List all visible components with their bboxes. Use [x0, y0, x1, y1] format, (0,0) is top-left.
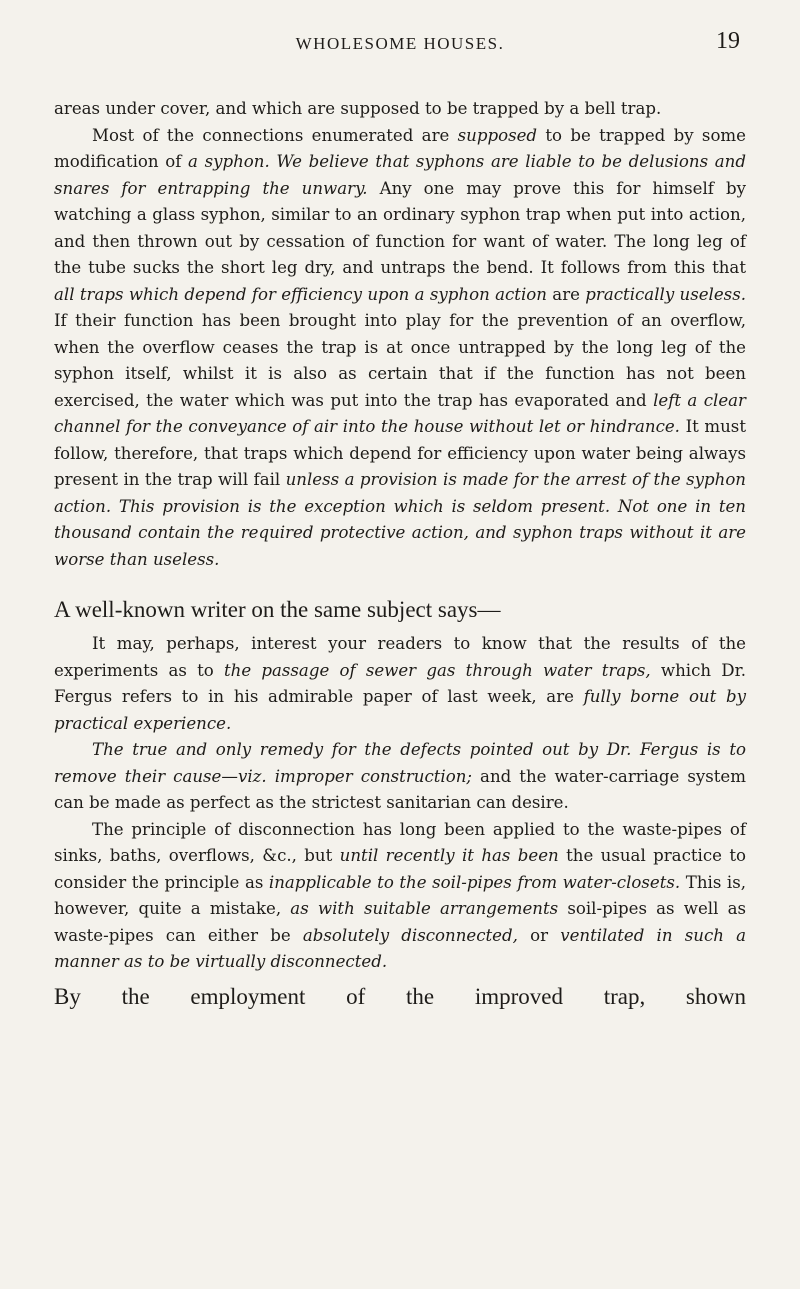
text-run: the usual practice to consider the principle as [54, 846, 746, 892]
italic-run: unless a provision is made for the arrest of the syphon action. This provision is the exception which is seldom present. Not one in ten thousand contain the required protective action, and syphon traps without it are worse than useless. [54, 470, 746, 569]
paragraph-1 [54, 96, 746, 123]
running-head: WHOLESOME HOUSES. [295, 34, 505, 53]
subheading: A well-known writer on the same subject says— [54, 597, 501, 622]
text-run: It must follow, therefore, that traps which depend for efficiency upon water being always present in the trap will fail [54, 417, 746, 489]
italic-run: The true and only remedy for the defects pointed out by Dr. Fergus is to remove their cause—viz. improper construction; [54, 740, 746, 786]
text-run: or [517, 925, 561, 945]
final-line: By the employment of the improved trap, shown [54, 983, 746, 1009]
text-run: areas under cover, and which are supposed to be trapped by a bell trap. [54, 99, 662, 118]
italic-run: supposed [457, 125, 538, 145]
text-run: It may, perhaps, interest your readers to know that the results of the experiments as to [54, 634, 746, 680]
italic-run: the passage of sewer gas through water traps, [224, 660, 651, 680]
text-run: If their function has been brought into play for the prevention of an overflow, when the overflow ceases the trap is at once untrapped by the long leg of the syphon itself, whilst it is also as certain that if the function has not been exercised, the water which was put into the trap has evaporated and [54, 311, 746, 410]
text-run: which Dr. Fergus refers to in his admirable paper of last week, are [54, 660, 746, 706]
italic-run: absolutely disconnected, [302, 925, 518, 945]
text-run: The principle of disconnection has long been applied to the waste-pipes of sinks, baths, overflows, &c., but [54, 819, 746, 865]
italic-run: left a clear channel for the conveyance of air into the house without let or hindrance. [54, 390, 746, 436]
text-run: This is, however, quite a mistake, [54, 872, 747, 918]
quote-paragraph-1 [54, 631, 746, 737]
italic-run: a syphon. We believe that syphons are liable to be delusions and snares for entrapping the unwary. [54, 152, 746, 198]
text-run: are [546, 284, 586, 304]
italic-run: fully borne out by practical experience. [54, 687, 746, 733]
page-number: 19 [716, 28, 740, 54]
text-run: Any one may prove this for himself by watching a glass syphon, similar to an ordinary syphon trap when put into action, and then thrown out by cessation of function for want of water. The long leg of the tube sucks the short leg dry, and untraps the bend. It follows from this that [54, 178, 746, 277]
italic-run: ventilated in such a manner as to be virtually disconnected. [54, 925, 747, 971]
text-run: Most of the connections enumerated are [92, 125, 458, 145]
italic-run: inapplicable to the soil-pipes from water-closets. [268, 872, 681, 892]
italic-run: all traps which depend for efficiency upon a syphon action [54, 284, 547, 304]
quote-paragraph-3 [54, 817, 746, 976]
page-header [60, 28, 740, 64]
italic-run: practically useless. [585, 284, 746, 304]
page-body [54, 96, 746, 1012]
text-run: soil-pipes as well as waste-pipes can either be [54, 899, 746, 945]
italic-run: until recently it has been [339, 846, 559, 865]
text-run: to be trapped by some modification of [54, 125, 746, 171]
italic-run: as with suitable arrangements [290, 899, 559, 918]
paragraph-2 [54, 123, 746, 574]
text-run: and the water-carriage system can be made as perfect as the strictest sanitarian can desire. [54, 766, 746, 812]
quote-paragraph-2 [54, 737, 746, 817]
